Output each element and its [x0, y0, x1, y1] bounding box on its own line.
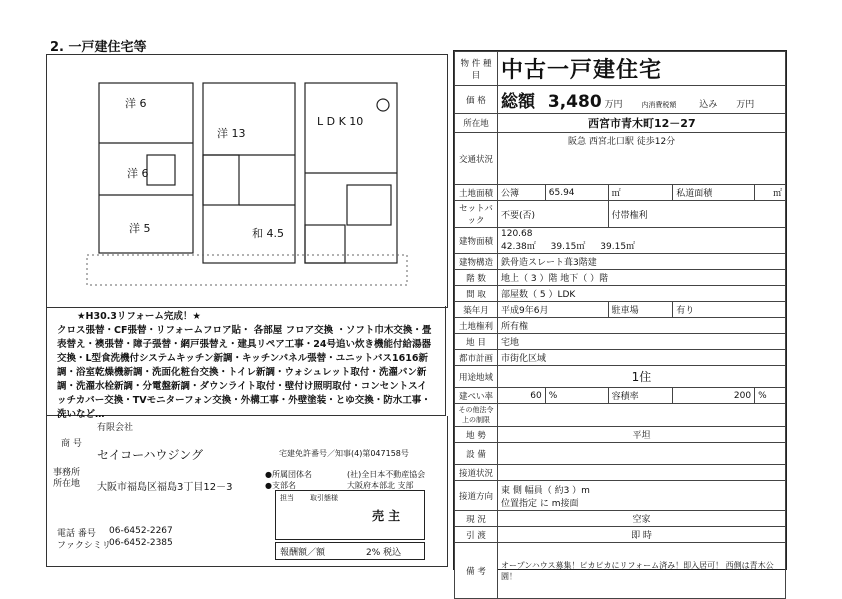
role-header-type: 取引態様	[310, 494, 338, 502]
association-name: (社)全日本不動産協会	[347, 470, 426, 479]
bcr-value: 60	[498, 388, 546, 404]
phone-label: 電話 番号	[57, 529, 96, 539]
address-label: 事務所 所在地	[53, 468, 81, 489]
road-east: 東 側 幅員（ 約3 ）m	[501, 485, 590, 496]
company-name: セイコーハウジング	[97, 448, 204, 462]
parking-label: 駐車場	[608, 302, 673, 318]
far-pct: %	[755, 388, 786, 404]
handover-value: 即 時	[498, 527, 786, 543]
city-plan-label: 都市計画	[455, 350, 498, 366]
terrain-value: 平坦	[498, 427, 786, 443]
fee-box	[275, 542, 425, 560]
company-block	[46, 416, 448, 567]
built-value: 平成9年6月	[498, 302, 609, 318]
access-value: 阪急 西宮北口駅 徒歩12分	[498, 133, 786, 185]
private-road-label: 私道面積	[673, 185, 755, 201]
room-label-western-6a: 洋 6	[125, 97, 147, 110]
building-area-label: 建物面積	[455, 228, 498, 254]
road-direction-label: 接道方向	[455, 481, 498, 511]
remarks-value: オープンハウス募集！ピカピカにリフォーム済み！即入居可！ 西側は青木公園！	[498, 543, 786, 599]
company-address: 大阪市福島区福島3丁目12－3	[97, 482, 233, 493]
total-label: 総額	[501, 92, 535, 112]
private-road-unit: ㎡	[755, 185, 786, 201]
location-label: 所在地	[455, 114, 498, 133]
company-type: 有限会社	[97, 423, 134, 433]
other-limits-label: その他法令上の制限	[455, 404, 498, 427]
parking-value: 有り	[673, 302, 786, 318]
far-label: 容積率	[608, 388, 673, 404]
tax-label: 内消費税額	[641, 101, 677, 109]
renovation-body: クロス張替・CF張替・リフォームフロア貼・ 各部屋 フロア交換 ・ソフト巾木交換・畳表替え・襖張替・障子張替・網戸張替え・建具リペア工事・24号追い炊き機能付給湯器交換・L型食洗機付システムキッチン新調・キッチンパネル張替・ユニットバス1616新調・浴室乾燥機新調・洗面化粧台交換・トイレ新調・ウォシュレット取付・洗濯パン新調・洗濯水栓新調・分電盤新調・ダウンライト取付・壁付け照明取付・コンセントスイッチカバー交換・TVモニターフォン交換・外構工事・外壁塗装・とゆ交換・防水工事・洗いなど…	[57, 325, 432, 420]
land-right-label: 土地権利	[455, 318, 498, 334]
phone-number: 06-6452-2267	[109, 526, 173, 536]
bcr-pct: %	[545, 388, 608, 404]
floors-value: 地上（ 3 ）階 地下（ ）階	[498, 270, 786, 286]
location-value: 西宮市青木町12－27	[498, 114, 786, 133]
room-label-western-6b: 洋 6	[127, 167, 149, 180]
tax-unit: 万円	[736, 100, 755, 110]
room-label-japanese-4-5: 和 4.5	[252, 227, 284, 240]
access-label: 交通状況	[455, 133, 498, 185]
land-right-value: 所有権	[498, 318, 786, 334]
land-sqm: ㎡	[608, 185, 673, 201]
land-category-label: 地 目	[455, 334, 498, 350]
fee-value: 2% 税込	[366, 548, 402, 558]
status-value: 空家	[498, 511, 786, 527]
floorplan-panel	[46, 54, 448, 308]
setback-label: セットバック	[455, 201, 498, 228]
land-type: 公簿	[498, 185, 546, 201]
room-label-western-5: 洋 5	[129, 222, 151, 235]
floorplan-drawing	[47, 55, 447, 307]
branch-label: ●支部名	[265, 481, 296, 490]
handover-label: 引 渡	[455, 527, 498, 543]
land-category-value: 宅地	[498, 334, 786, 350]
price-unit: 万円	[604, 100, 623, 110]
layout-value: 部屋数（ 5 ）LDK	[498, 286, 786, 302]
layout-label: 間 取	[455, 286, 498, 302]
transaction-box	[275, 490, 425, 540]
facilities-label: 設 備	[455, 443, 498, 465]
association-label: ●所属団体名	[265, 470, 312, 479]
road-designated: 位置指定 に m接面	[501, 498, 579, 509]
built-label: 築年月	[455, 302, 498, 318]
license-number: 宅建免許番号／知事(4)第047158号	[279, 449, 409, 458]
land-area-label: 土地面積	[455, 185, 498, 201]
price-value: 3,480	[547, 92, 602, 112]
renovation-notes	[46, 306, 446, 420]
zoning-label: 用途地域	[455, 366, 498, 388]
floor3-area: 39.15㎡	[600, 242, 636, 252]
bcr-label: 建ぺい率	[455, 388, 498, 404]
tax-value: 込み	[699, 100, 718, 110]
fee-label: 報酬額／額	[280, 548, 326, 558]
seller-value: 売 主	[372, 509, 401, 523]
far-value: 200	[673, 388, 755, 404]
setback-value: 不要(否)	[498, 201, 609, 228]
branch-name: 大阪府本部北 支部	[347, 481, 414, 490]
fax-label: ファクシミリ	[57, 541, 111, 551]
status-label: 現 況	[455, 511, 498, 527]
room-label-ldk: L D K 10	[317, 115, 364, 128]
terrain-label: 地 勢	[455, 427, 498, 443]
remarks-label: 備 考	[455, 543, 498, 599]
attached-rights-label: 付帯権利	[608, 201, 785, 228]
zoning-value: 1住	[498, 366, 786, 388]
kind-label: 物 件 種 目	[455, 52, 498, 86]
floor2-area: 39.15㎡	[550, 242, 586, 252]
section-heading: 2. 一戸建住宅等	[50, 40, 147, 55]
floors-label: 階 数	[455, 270, 498, 286]
price-label: 価 格	[455, 86, 498, 114]
building-total: 120.68	[501, 229, 533, 239]
property-kind: 中古一戸建住宅	[498, 52, 786, 86]
structure-value: 鉄骨造スレート葺3階建	[498, 254, 786, 270]
floor1-area: 42.38㎡	[501, 242, 536, 252]
spec-panel	[453, 50, 787, 581]
road-label: 接道状況	[455, 465, 498, 481]
land-area-value: 65.94	[545, 185, 608, 201]
renovation-headline: ★H30.3リフォーム完成！★	[77, 311, 201, 322]
fax-number: 06-6452-2385	[109, 538, 173, 548]
role-header-staff: 担当	[280, 494, 294, 502]
structure-label: 建物構造	[455, 254, 498, 270]
city-plan-value: 市街化区域	[498, 350, 786, 366]
company-name-label: 商 号	[61, 439, 82, 449]
room-label-western-13: 洋 13	[217, 127, 246, 140]
